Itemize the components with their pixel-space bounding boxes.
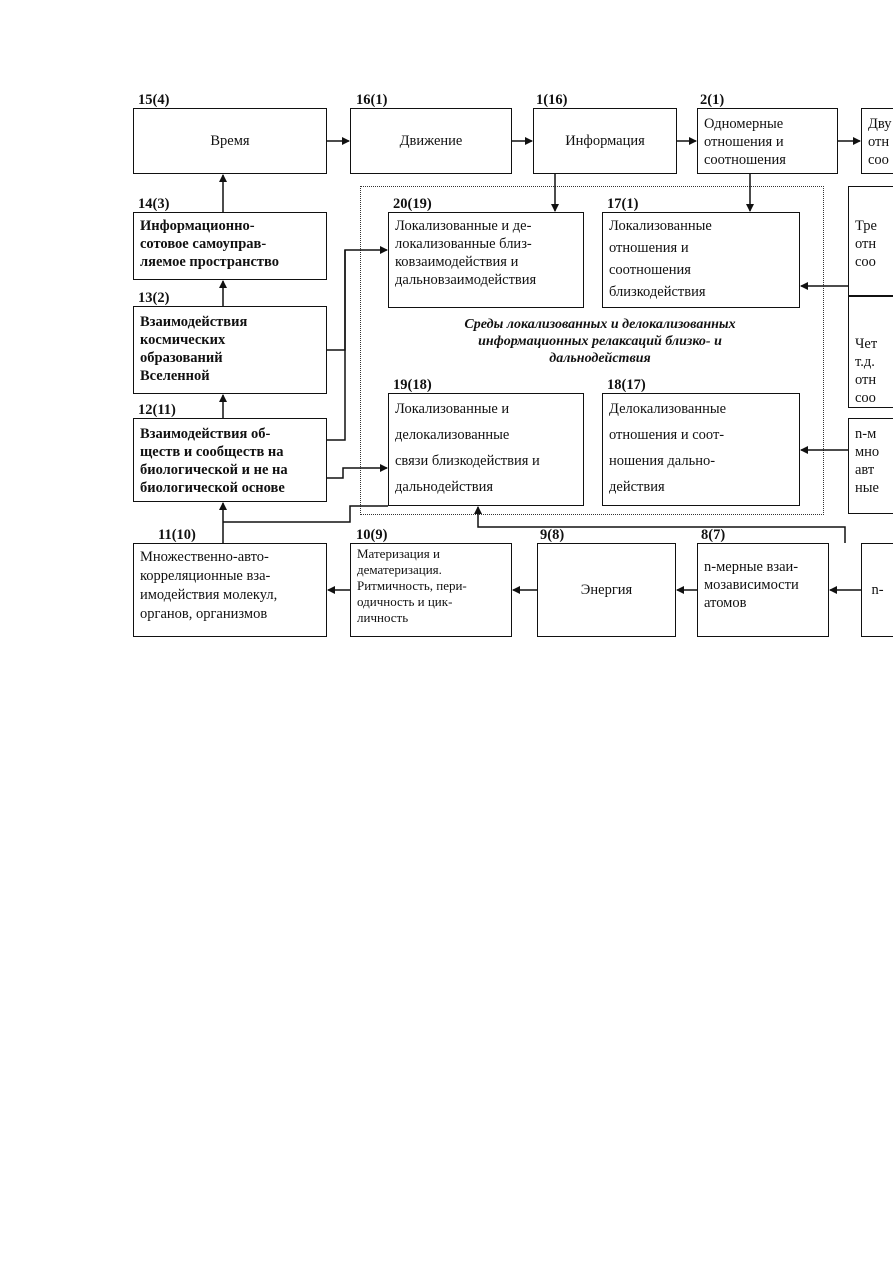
box-6-text: n-м мно авт ные xyxy=(855,426,880,496)
box-16-text: Движение xyxy=(399,133,463,149)
line-12-to-box20 xyxy=(327,250,345,440)
arrow-13-to-box20 xyxy=(327,250,387,350)
box-9-text: Энергия xyxy=(580,582,633,598)
box-11-number: 11(10) xyxy=(158,527,196,543)
line-11-to-box19 xyxy=(223,506,388,522)
box-8-text: n-мерные взаи- мозависимости атомов xyxy=(704,559,799,611)
box-19-number: 19(18) xyxy=(393,377,432,393)
box-10-number: 10(9) xyxy=(356,527,388,543)
box-13-text: Взаимодействия космических образований Вселенной xyxy=(140,314,248,384)
box-2-text: Одномерные отношения и соотношения xyxy=(704,116,786,168)
box-4-text: Тре отн соо xyxy=(855,218,877,270)
box-13-number: 13(2) xyxy=(138,290,170,306)
box-17-number: 17(1) xyxy=(607,196,639,212)
box-15-number: 15(4) xyxy=(138,92,170,108)
box-20-text: Локализованные и де- локализованные близ- ковзаимодействия и дальновзаимодействия xyxy=(395,218,537,288)
box-11-text: Множественно-авто- корреляционные вза- имодействия молекул, органов, организмов xyxy=(140,549,278,622)
box-9-number: 9(8) xyxy=(540,527,565,543)
box-12-number: 12(11) xyxy=(138,402,176,418)
box-7-text: n- xyxy=(871,582,884,598)
environment-caption: Среды локализованных и делокализованных информационных релаксаций близко- и дальнодействия xyxy=(464,317,736,366)
arrow-12-to-box19 xyxy=(327,468,387,478)
box-20-number: 20(19) xyxy=(393,196,432,212)
box-17-text: Локализованные отношения и соотношения близкодействия xyxy=(609,218,712,300)
box-12-text: Взаимодействия об- ществ и сообществ на биологической и не на биологической основе xyxy=(140,426,288,496)
box-14-number: 14(3) xyxy=(138,196,170,212)
box-2-number: 2(1) xyxy=(700,92,725,108)
arrow-feedback-to-box19 xyxy=(478,507,845,543)
box-15-text: Время xyxy=(210,133,250,149)
box-1-number: 1(16) xyxy=(536,92,568,108)
box-18-text: Делокализованные отношения и соот- ношения дально- действия xyxy=(609,401,727,495)
box-18-number: 18(17) xyxy=(607,377,646,393)
box-1-text: Информация xyxy=(565,133,645,149)
box-3-text: Дву отн соо xyxy=(868,116,892,168)
box-8-number: 8(7) xyxy=(701,527,726,543)
box-19-text: Локализованные и делокализованные связи близкодействия и дальнодействия xyxy=(395,401,540,495)
box-14-text: Информационно- сотовое самоуправ- ляемое пространство xyxy=(140,218,280,270)
box-16-number: 16(1) xyxy=(356,92,388,108)
box-10-text: Материзация и дематеризация. Ритмичность, пери- одичность и цик- личность xyxy=(357,546,467,625)
box-5-text: Чет т.д. отн соо xyxy=(855,336,878,406)
